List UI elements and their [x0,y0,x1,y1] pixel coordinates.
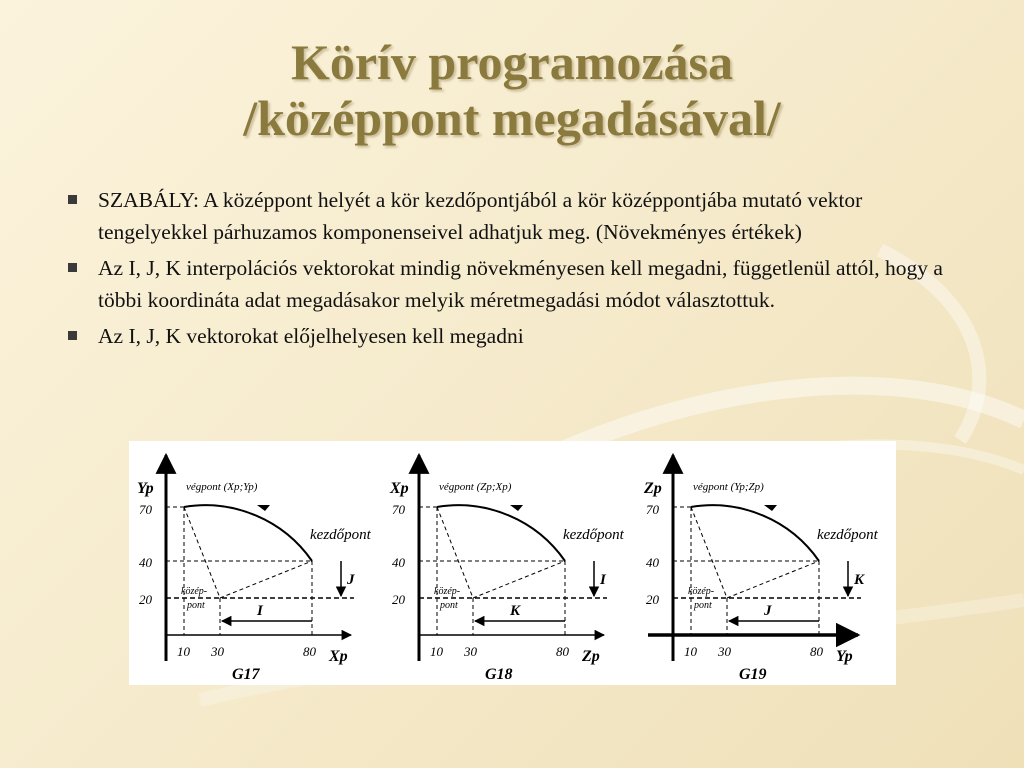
x-tick-30: 30 [464,644,477,659]
start-point-label: kezdőpont [310,527,371,543]
x-tick-10: 10 [430,644,443,659]
plane-code: G17 [232,666,260,683]
dashed-line [437,507,473,598]
x-tick-10: 10 [684,644,697,659]
x-axis-label: Yp [836,648,853,665]
y-tick-70: 70 [646,502,659,517]
arc [437,505,565,561]
bullet-item [60,320,960,352]
horizontal-vector-label: I [257,603,263,619]
center-label-line1: közép- [434,586,461,597]
x-tick-10: 10 [177,644,190,659]
y-tick-20: 20 [392,592,405,607]
y-tick-20: 20 [646,592,659,607]
endpoint-label: végpont (Zp;Xp) [439,481,512,493]
y-tick-40: 40 [392,555,405,570]
vertical-vector-label: I [600,572,606,588]
title-line-1: Körív programozása [290,34,734,90]
bullet-item [60,252,960,316]
dashed-line [220,561,312,598]
plane-code: G18 [485,666,513,683]
plane-code: G19 [739,666,767,683]
horizontal-vector-label: J [764,603,772,619]
y-axis-label: Zp [644,480,662,497]
square-bullet-icon [68,195,77,204]
bullet-item [60,184,960,248]
arc [691,505,819,561]
panel-g17 [137,455,372,683]
arc-programming-figure [129,441,896,685]
panel-g18 [389,455,625,683]
y-tick-70: 70 [139,502,152,517]
panel-g19 [643,455,879,683]
bullet-text: SZABÁLY: A középpont helyét a kör kezdőpontjából a kör középpontjába mutató vektor tengelyekkel párhuzamos komponenseivel adhatjuk meg. (Növekményes értékek) [98,188,863,244]
arc-direction-arrow [764,505,777,511]
x-tick-80: 80 [556,644,569,659]
y-tick-40: 40 [646,555,659,570]
center-label-line1: közép- [181,586,208,597]
arc-direction-arrow [510,505,523,511]
arc-direction-arrow [257,505,270,511]
x-tick-80: 80 [303,644,316,659]
y-tick-70: 70 [392,502,405,517]
x-axis-label: Xp [329,648,348,665]
slide-title [0,34,1024,146]
dashed-line [691,507,727,598]
dashed-line [473,561,565,598]
vertical-vector-label: K [854,572,865,588]
horizontal-vector-label: K [510,603,521,619]
y-tick-20: 20 [139,592,152,607]
center-label-line1: közép- [688,586,715,597]
x-axis-label: Zp [582,648,600,665]
dashed-line [727,561,819,598]
endpoint-label: végpont (Yp;Zp) [693,481,764,493]
x-tick-30: 30 [718,644,731,659]
center-label-line2: pont [440,600,458,611]
dashed-line [184,507,220,598]
bullet-text: Az I, J, K interpolációs vektorokat mindig növekményesen kell megadni, függetlenül attól, hogy a többi koordináta adat megadásakor melyik méretmegadási módot választottuk. [98,256,943,312]
x-tick-30: 30 [211,644,224,659]
bullet-list [60,184,960,356]
y-axis-label: Yp [137,480,154,497]
vertical-vector-label: J [347,572,355,588]
bullet-text: Az I, J, K vektorokat előjelhelyesen kell megadni [98,324,524,348]
square-bullet-icon [68,263,77,272]
square-bullet-icon [68,331,77,340]
arc [184,505,312,561]
x-tick-80: 80 [810,644,823,659]
title-line-2: /középpont megadásával/ [243,90,781,146]
start-point-label: kezdőpont [563,527,624,543]
center-label-line2: pont [694,600,712,611]
start-point-label: kezdőpont [817,527,878,543]
endpoint-label: végpont (Xp;Yp) [186,481,258,493]
y-tick-40: 40 [139,555,152,570]
y-axis-label: Xp [390,480,409,497]
center-label-line2: pont [187,600,205,611]
